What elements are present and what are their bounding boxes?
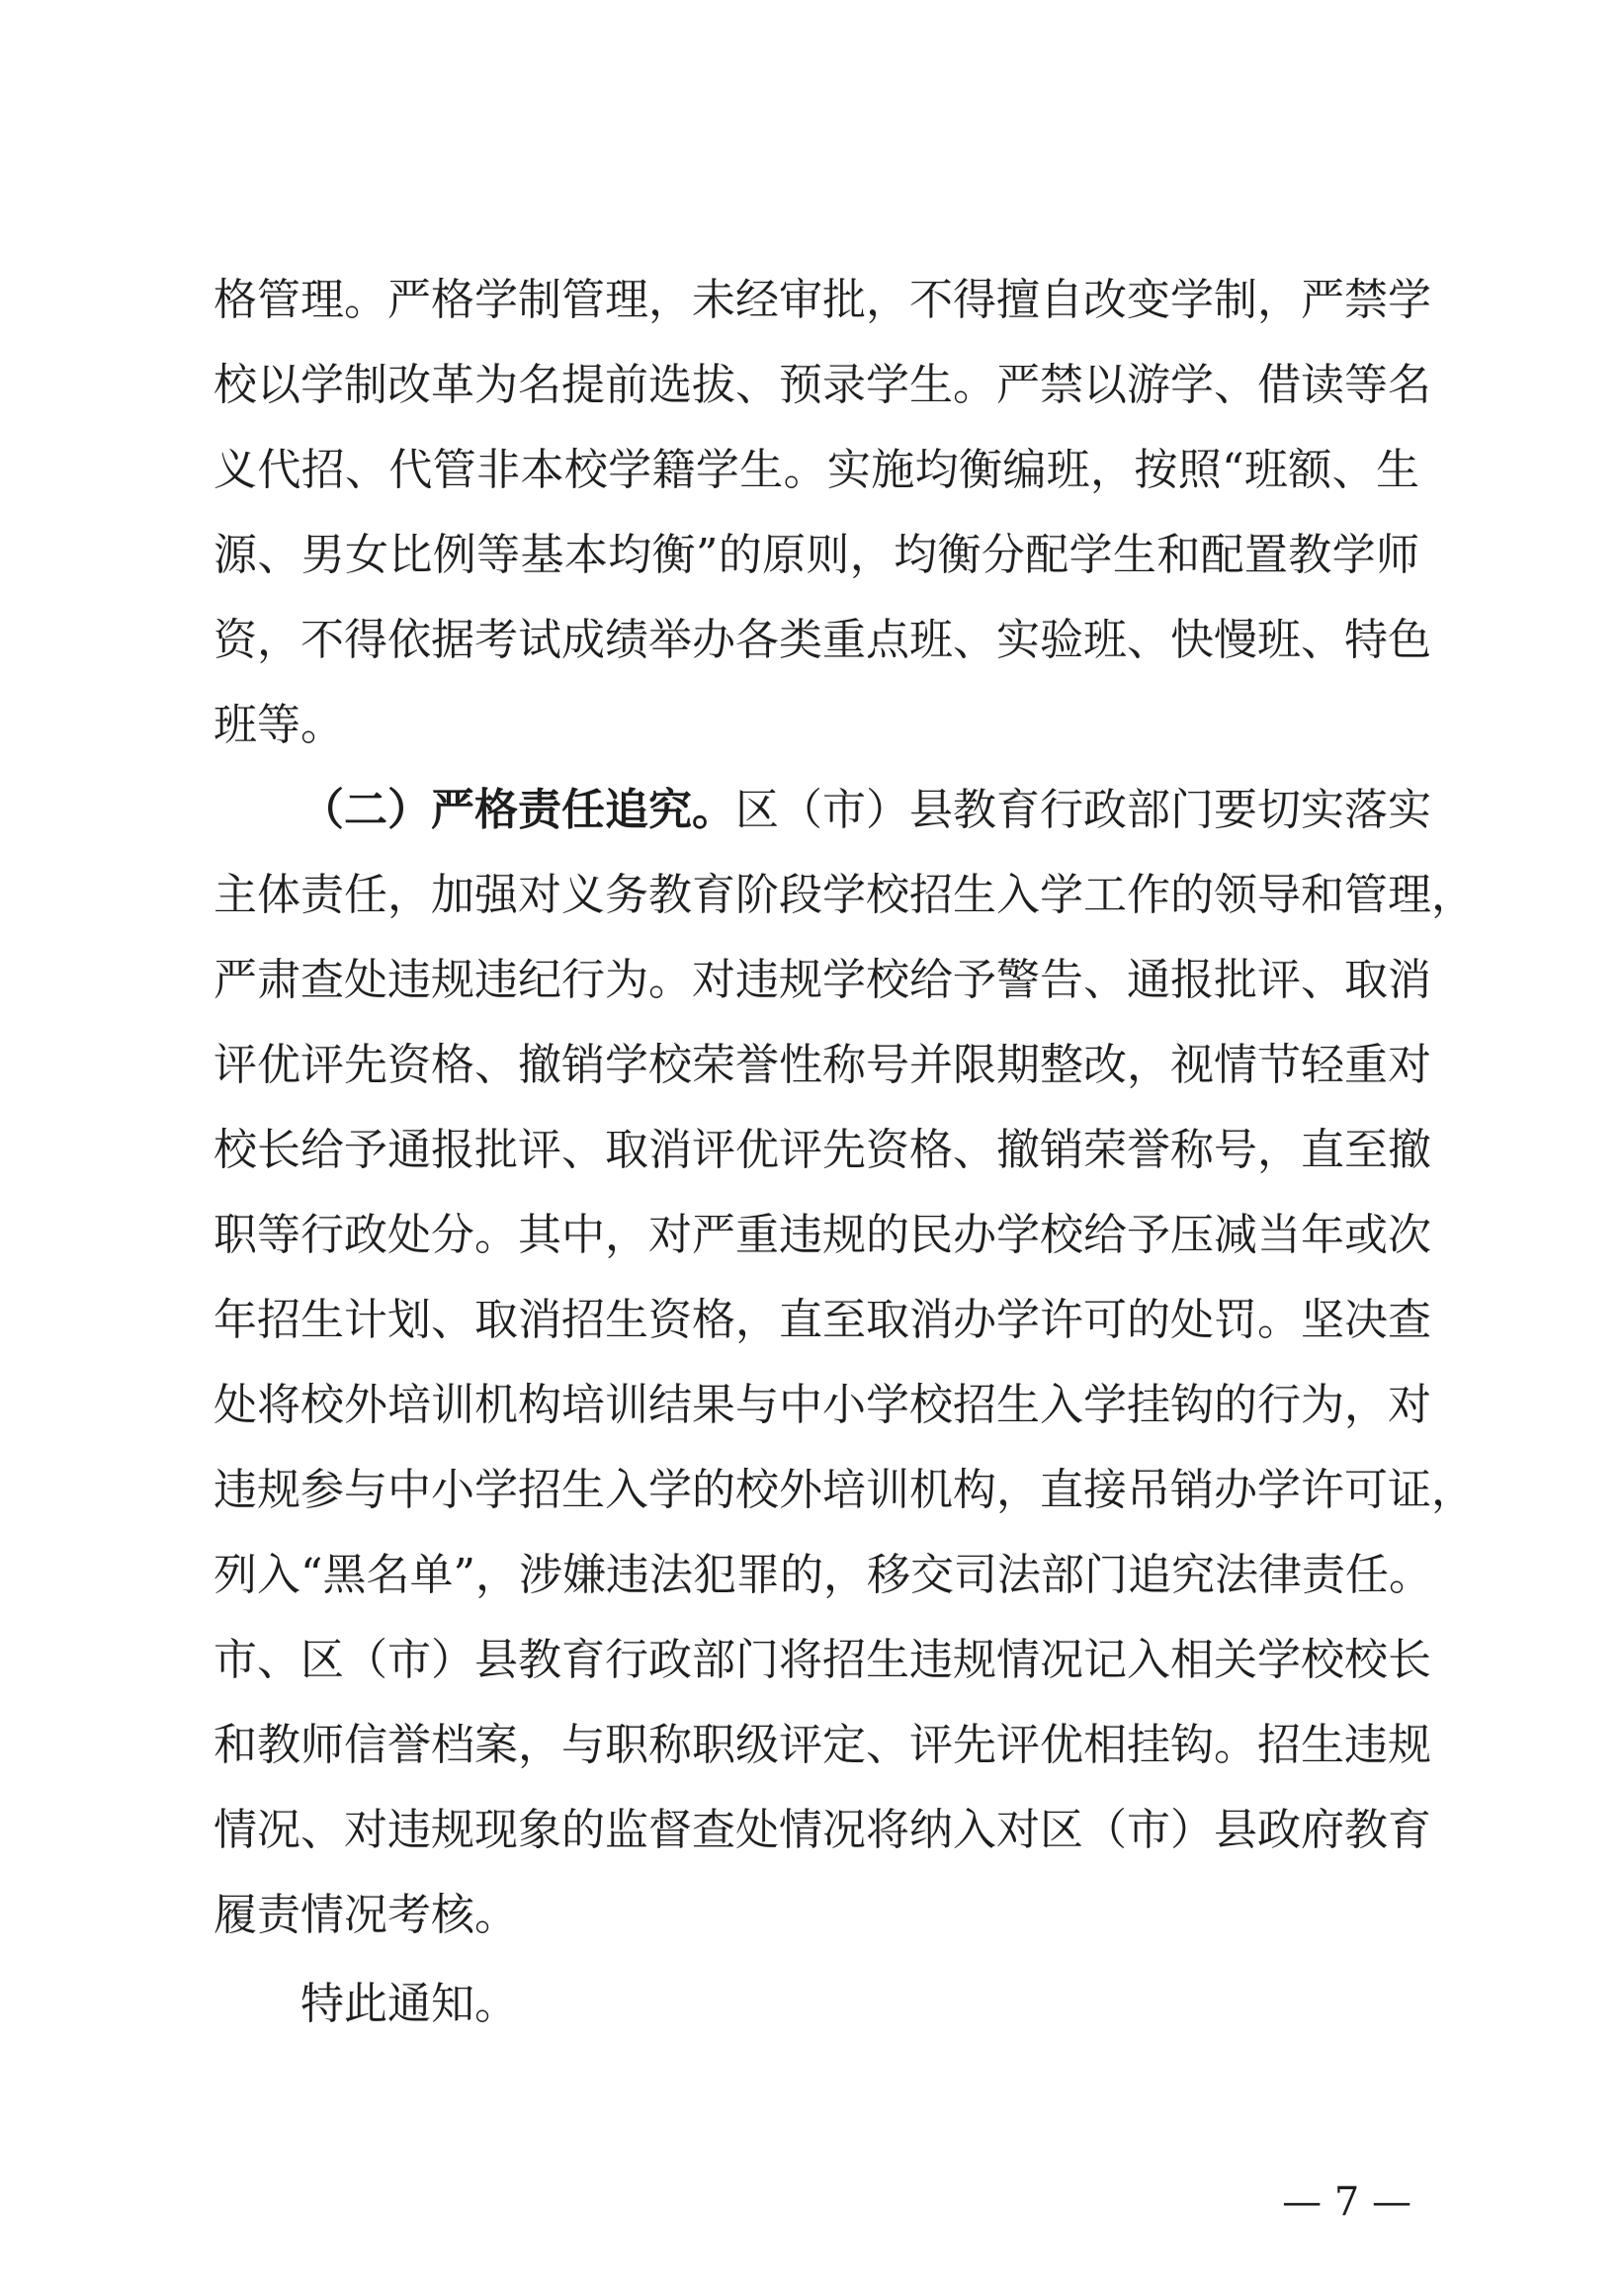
paragraph-1-line-5: 资，不得依据考试成绩举办各类重点班、实验班、快慢班、特色 (214, 615, 1431, 665)
paragraph-2-line-9: 违规参与中小学招生入学的校外培训机构，直接吊销办学许可证， (214, 1465, 1475, 1515)
paragraph-1-line-4: 源、男女比例等基本均衡”的原则，均衡分配学生和配置教学师 (214, 530, 1419, 580)
paragraph-2-first-line-text: 区（市）县教育行政部门要切实落实 (735, 785, 1431, 835)
paragraph-2-line-3: 严肃查处违规违纪行为。对违规学校给予警告、通报批评、取消 (214, 955, 1431, 1005)
section-heading: （二）严格责任追究。 (300, 785, 735, 835)
closing-remark: 特此通知。 (300, 1979, 518, 2029)
paragraph-2-line-4: 评优评先资格、撤销学校荣誉性称号并限期整改，视情节轻重对 (214, 1040, 1431, 1090)
paragraph-2-line-10: 列入“黑名单”，涉嫌违法犯罪的，移交司法部门追究法律责任。 (214, 1550, 1432, 1600)
paragraph-2-line-6: 职等行政处分。其中，对严重违规的民办学校给予压减当年或次 (214, 1210, 1431, 1260)
paragraph-2-line-7: 年招生计划、取消招生资格，直至取消办学许可的处罚。坚决查 (214, 1295, 1431, 1345)
paragraph-1-line-2: 校以学制改革为名提前选拔、预录学生。严禁以游学、借读等名 (214, 360, 1431, 410)
paragraph-2-line-11: 市、区（市）县教育行政部门将招生违规情况记入相关学校校长 (214, 1635, 1431, 1685)
paragraph-1-line-6: 班等。 (214, 700, 344, 750)
paragraph-2-line-8: 处将校外培训机构培训结果与中小学校招生入学挂钩的行为，对 (214, 1380, 1431, 1430)
paragraph-1-line-1: 格管理。严格学制管理，未经审批，不得擅自改变学制，严禁学 (214, 275, 1431, 325)
page-number: — 7 — (1282, 2179, 1411, 2225)
paragraph-2-line-5: 校长给予通报批评、取消评优评先资格、撤销荣誉称号，直至撤 (214, 1125, 1431, 1175)
paragraph-2-line-1 (300, 771, 1431, 850)
paragraph-1-line-3: 义代招、代管非本校学籍学生。实施均衡编班，按照“班额、生 (214, 445, 1419, 495)
paragraph-2-line-2: 主体责任，加强对义务教育阶段学校招生入学工作的领导和管理， (214, 870, 1475, 920)
paragraph-2-line-14: 履责情况考核。 (214, 1890, 518, 1940)
paragraph-2-line-12: 和教师信誉档案，与职称职级评定、评先评优相挂钩。招生违规 (214, 1720, 1431, 1770)
paragraph-2-line-13: 情况、对违规现象的监督查处情况将纳入对区（市）县政府教育 (214, 1805, 1431, 1855)
